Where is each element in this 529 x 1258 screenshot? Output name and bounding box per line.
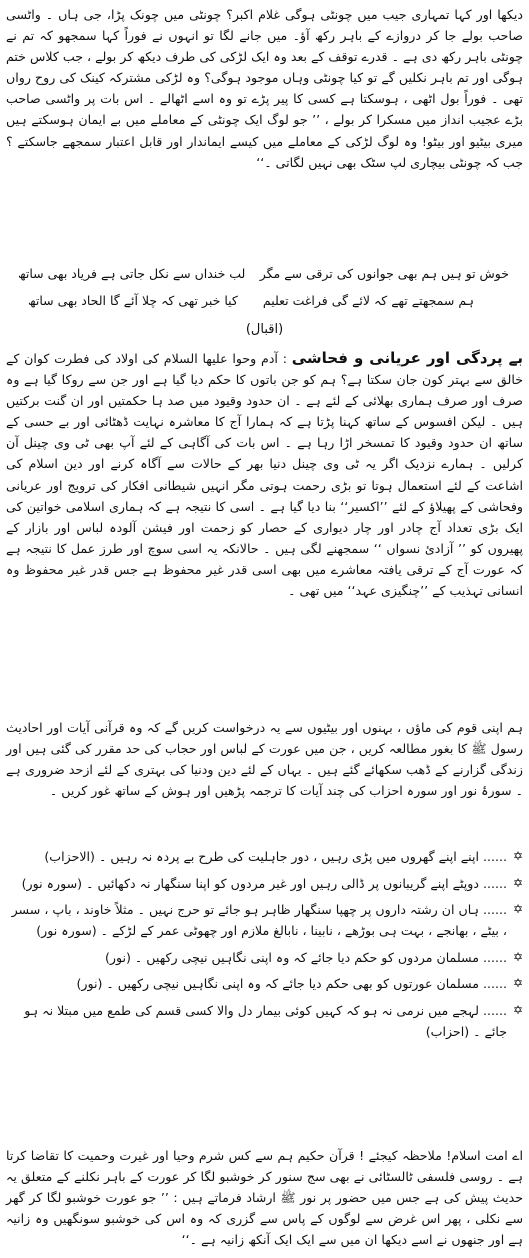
list-item: ✡ ...... مسلمان مردوں کو حکم دیا جائے کہ وہ اپنی نگاہیں نیچی رکھیں ۔ (نور): [6, 947, 523, 968]
quranic-guidance-list: [6, 846, 523, 1048]
star-bullet-icon: ✡: [512, 849, 523, 863]
list-item: ✡ ...... ہاں ان رشتہ داروں پر چھپا سنگھار ظاہر ہو جائے تو حرج نہیں ۔ مثلاً خاوند ، باپ ، سسر ، بیٹے ، بھانجے ، بہت ہی بوڑھے ، نابینا ، نابالغ ملازم اور چھوٹی عمر کے لڑکے ۔ (سورہ نور): [6, 899, 523, 941]
appeal-paragraph: ہم اپنی قوم کی ماؤں ، بہنوں اور بیٹیوں سے یہ درخواست کریں گے کہ وہ قرآنی آیات اور احادیث رسول ﷺ کا بغور مطالعہ کریں ، جن میں عورت کے لباس اور حجاب کی حد مقرر کی گئی ہیں اور زندگی گزارنے کے ڈھب سکھائے گئے ہیں ۔ یہاں کے لئے دین ودنیا کی بہتری کے لئے ازحد ضروری ہے ۔ سورۂ نور اور سورہ احزاب کی چند آیات کا ترجمہ پڑھیں اور ہوش کے ساتھ غور کریں ۔: [6, 720, 523, 799]
star-bullet-icon: ✡: [512, 976, 523, 991]
poem-line-1-left: لب خنداں سے نکل جاتی ہے فریاد بھی ساتھ: [18, 266, 246, 281]
list-item: ✡ ...... اپنے اپنے گھروں میں پڑی رہیں ، دور جاہلیت کی طرح بے پردہ نہ رہیں ۔ (الاحزاب): [6, 846, 523, 867]
star-bullet-icon: ✡: [512, 1003, 523, 1018]
section-paragraph: [6, 348, 523, 601]
section-heading: بے پردگی اور عریانی و فحاشی: [291, 349, 523, 367]
list-item: ✡ ...... مسلمان عورتوں کو بھی حکم دیا جائے کہ وہ اپنی نگاہیں نیچی رکھیں ۔ (نور): [6, 973, 523, 994]
intro-paragraph: دیکھا اور کہا تمہاری جیب میں چونٹی ہوگی غلام اکبر؟ چونٹی میں چونک پڑا، جی ہاں ۔ واٹسی صاحب بولے جا کر دروازے کے باہر رکھ آؤ۔ میں جانے لگا تو انہوں نے فوراً کہا سمجھو کہ تم نے چونٹی باہر رکھ دی ہے ۔ قدرے توقف کے بعد وہ ایک لڑکی کی طرف دیکھ کر بولے ، جب کلاس ختم ہوگی اور تم باہر نکلیں گے تو کیا چونٹی وہاں موجود ہوگی؟ وہ لڑکی مشترکہ کینک کی روح رواں تھی ۔ فوراً بول اٹھی ، ہوسکتا ہے کسی کا پیر پڑے تو وہ اسے اٹھالے ۔ اس بات پر واٹسی صاحب بڑے عجیب انداز میں مسکرا کر بولے ، ’’ جو لوگ ایک چونٹی کے معاملے میں بے ایمان ہوسکتے ہیں میری بیٹیو اور بیٹو! وہ لوگ لڑکی کے معاملے میں کیسے ایماندار اور قابل اعتبار سمجھے جاسکتے ؟ جب کہ چونٹی بیچاری لپ سٹک بھی نہیں لگاتی ۔‘‘: [6, 7, 523, 170]
poem-line-1-right: خوش تو ہیں ہم بھی جوانوں کی ترقی سے مگر: [259, 266, 509, 281]
star-bullet-icon: ✡: [512, 949, 523, 964]
poem-line-2-right: ہم سمجھتے تھے کہ لائے گی فراغت تعلیم: [262, 293, 474, 308]
poet-attribution: (اقبال): [245, 322, 284, 337]
star-bullet-icon: ✡: [512, 902, 523, 917]
list-item: ✡ ...... لہجے میں نرمی نہ ہو کہ کہیں کوئی بیمار دل والا کسی قسم کی طمع میں مبتلا نہ ہو جائے ۔ (احزاب): [6, 1000, 523, 1042]
closing-paragraph: اے امت اسلام! ملاحظہ کیجئے ! قرآن حکیم ہم سے کس شرم وحیا اور غیرت وحمیت کا تقاضا کرتا ہے ۔ روسی فلسفی ٹالسٹائی نے بھی سج سنور کر خوشبو لگا کر عورت کے باہر نکلنے کے متعلق یہ حدیث پیش کی ہے جس میں حضور پر نور ﷺ ارشاد فرماتے ہیں : ’’ جو عورت خوشبو لگا کر گھر سے نکلی ، پھر اس غرض سے لوگوں کے پاس سے گزری کہ وہ اس کی خوشبو سونگھیں وہ زانیہ ہے اور جنھوں نے اسے دیکھا ان میں سے ایک ایک آنکھ زانیہ ہے ۔‘‘: [6, 1148, 523, 1248]
section-body: : آدم وحوا علیھا السلام کی اولاد کی فطرت کوان کے خالق سے بہتر کون جان سکتا ہے؟ ہم کو جن باتوں کا حکم دیا گیا ہے اور جن سے روکا گیا ہے وہ صرف اور صرف ہماری بھلائی کے لئے ہے ۔ ان حدود وقیود میں صد ہا حکمتیں اور ان گنت برکتیں ہیں ۔ لیکن افسوس کے ساتھ کہنا پڑتا ہے کہ ہمارا آج کا معاشرہ نہایت ڈھٹائی اور بے حسی کے ساتھ ان حدود وقیود کا تمسخر اڑا رہا ہے ۔ اس بات کی آگاہی کے لئے آپ بھی ٹی وی چینل آن کرلیں ۔ ہمارے نزدیک اگر یہ ٹی وی چینل دنیا بھر کے حالات سے آگاہ کرنے اور دین اسلام کی اشاعت کے لئے استعمال ہوتا تو بڑی رحمت ہوتی مگر انہیں شیطانی افکار کی ترویج اور عریانی وفحاشی کے پھیلاؤ کے لئے ’’اکسیر‘‘ بنا دیا گیا ہے ۔ اسی کا نتیجہ ہے کہ ہماری اسلامی خواتین کی ایک بڑی تعداد آج چادر اور چار دیواری کے حصار کو زحمت اور فیشن آلودہ لباس اور بازار کے پھیروں کو ’’ آزادیٔ نسواں ‘‘ سمجھنے لگی ہیں ۔ حالانکہ یہ اسی سوچ اور طرز عمل کا نتیجہ ہے کہ عورت آج کے ترقی یافتہ معاشرے میں بھی اسی قدر غیر محفوظ ہے جس قدر غیر محفوظ وہ انسانی تہذیب کے ’’چنگیزی عہد‘‘ میں تھی ۔: [6, 351, 523, 599]
poem-line-2-left: کیا خبر تھی کہ چلا آئے گا الحاد بھی ساتھ: [28, 293, 238, 308]
list-item: ✡ ...... دوپٹے اپنے گریبانوں پر ڈالی رہیں اور غیر مردوں کو اپنا سنگھار نہ دکھائیں ۔ (سورہ نور): [6, 873, 523, 894]
star-bullet-icon: ✡: [512, 875, 523, 890]
